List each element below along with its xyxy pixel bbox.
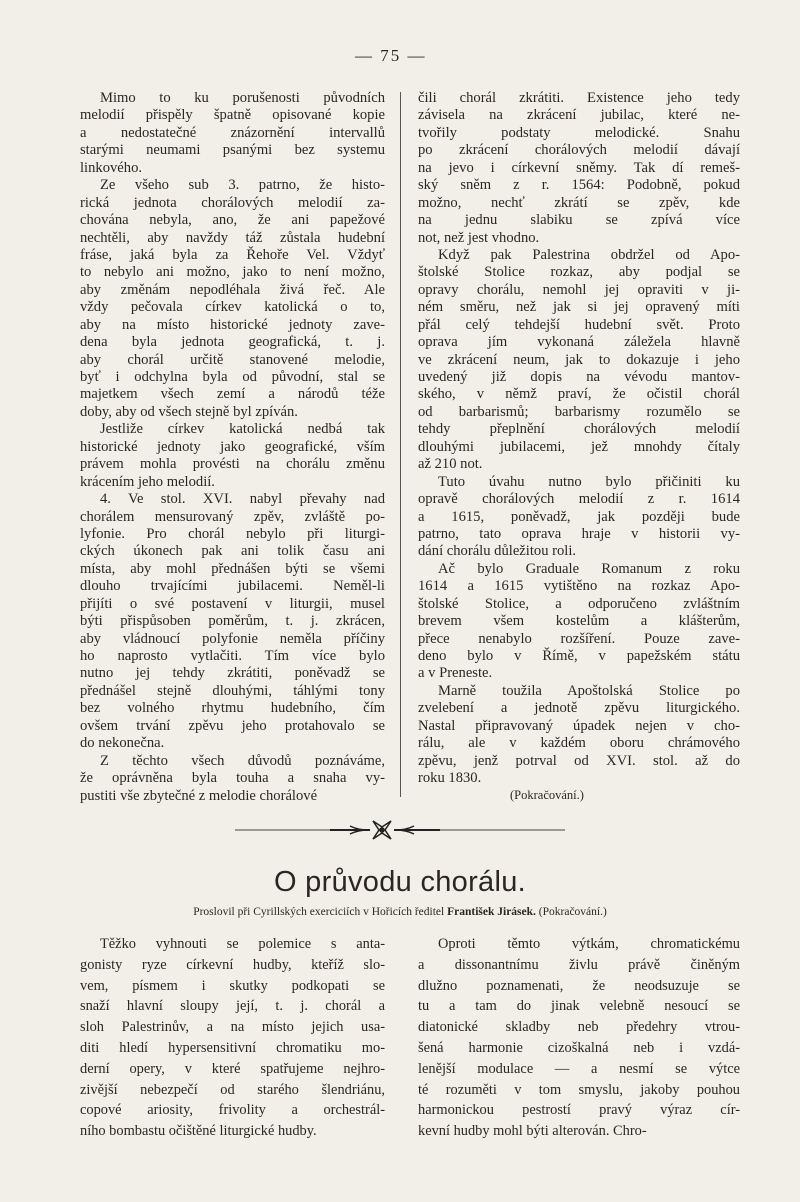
text-line: opravy chorálu, nemohl jej opraviti v ji- xyxy=(418,281,740,298)
text-line: dání chorálu důležitou roli. xyxy=(418,543,577,560)
text-line: chorálem mensurovaný zpěv, zvláště po- xyxy=(80,508,385,525)
text-line: do nekonečna. xyxy=(80,735,165,752)
text-line: zvelebení a jednotě zpěvu liturgického. xyxy=(418,700,740,717)
text-line: ovšem trvání zpěvu jeho protahovalo se xyxy=(80,717,385,734)
text-line: brevem všem kostelům a klášterům, xyxy=(418,613,740,630)
article-right-column xyxy=(418,934,740,1142)
text-line: býti přispůsoben poměrům, t. j. zkrácen, xyxy=(80,613,385,630)
text-line: diatonické skladby neb předehry vtrou- xyxy=(418,1019,740,1036)
text-line: až 210 not. xyxy=(418,456,483,473)
text-line: gonisty ryze církevní hudby, kteříž slo- xyxy=(80,956,385,973)
text-line: štolské Stolice rozkaz, aby podjal se xyxy=(418,264,740,281)
text-line: právem mohla provésti na chorálu změnu xyxy=(80,456,385,473)
text-line: aby vládnoucí polyfonie neměla příčiny xyxy=(80,630,385,647)
text-line: majetkem všech zemí a národů téže xyxy=(80,386,385,403)
text-line: fráse, jaká byla za Řehoře Vel. Vždyť xyxy=(80,246,385,263)
text-line: byť i odchylna byla od původní, stal se xyxy=(80,369,385,385)
text-line: rálu, ale v každém oboru chrámového xyxy=(418,735,740,752)
text-line: harmonickou pestrostí pravý výraz cír- xyxy=(418,1102,740,1119)
text-line: vem, písmem i skutky podkopati se xyxy=(80,977,385,994)
text-line: historické jednoty jako geografické, vším xyxy=(80,438,385,455)
text-line: linkového. xyxy=(80,159,143,176)
text-line: dena byla jednota geografická, t. j. xyxy=(80,334,385,351)
text-line: že oprávněna byla touha a snaha vy- xyxy=(80,770,385,787)
text-line: Marně toužila Apoštolská Stolice po xyxy=(438,682,740,699)
text-line: kevní hudby mohl býti alterován. Chro- xyxy=(418,1123,647,1140)
text-line: Když pak Palestrina obdržel od Apo- xyxy=(438,246,740,263)
text-line: Ač bylo Graduale Romanum z roku xyxy=(438,560,740,577)
text-line: ve zkrácení neum, jak to dokazuje i jeho xyxy=(418,351,740,368)
text-line: aby změnám nepodléhala živá řeč. Ale xyxy=(80,281,385,298)
text-line: po zkrácení chorálových melodií dávají xyxy=(418,142,740,159)
text-line: přál celý tehdejší hudební svět. Proto xyxy=(418,316,740,333)
text-line: ném směru, než jak si jej opravený míti xyxy=(418,299,740,316)
text-line: chována nebyla, ano, že ani papežové xyxy=(80,212,385,229)
text-line: dlouhými jubilacemi, jež mnohdy čítaly xyxy=(418,438,740,455)
text-line: dlouho trvajícími jubilacemi. Neměl-li xyxy=(80,578,385,595)
byline-prefix: Proslovil při Cyrillských exerciciích v Hořicích ředitel xyxy=(193,906,445,918)
text-line: to nebylo ani možno, jako to není možno, xyxy=(80,264,385,281)
text-line: lyfonie. Pro chorál nebylo při liturgi- xyxy=(80,525,385,542)
text-line: čili chorál zkrátiti. Existence jeho tedy xyxy=(418,90,740,106)
text-line: na jevo i církevní sněmy. Tak dí remeš- xyxy=(418,159,740,176)
text-line: Jestliže církev katolická nedbá tak xyxy=(100,421,385,438)
upper-right-column xyxy=(418,90,740,788)
text-line: Těžko vyhnouti se polemice s anta- xyxy=(100,936,385,952)
text-line: ského, v němž praví, že očistil chorál xyxy=(418,386,740,403)
text-line: sloh Palestrinův, a na místo jejich usa- xyxy=(80,1019,385,1036)
article-byline xyxy=(0,906,800,918)
continued-note: (Pokračování.) xyxy=(510,788,584,802)
text-line: od barbarismů; barbarismy rozumělo se xyxy=(418,403,740,420)
byline-suffix: (Pokračování.) xyxy=(538,906,607,918)
article-title: O průvodu chorálu. xyxy=(273,866,527,898)
text-line: derní opery, v které spatřujeme nejhro- xyxy=(80,1060,385,1077)
text-line: not, než jest vhodno. xyxy=(418,229,540,246)
text-line: tehdy přeplnění chorálových melodií xyxy=(418,421,740,438)
text-line: přednášel stejně dlouhými, táhlými tony xyxy=(80,682,385,699)
text-line: starými neumami psanými bez systemu xyxy=(80,142,385,159)
text-line: tvořily podstaty melodické. Snahu xyxy=(418,124,740,141)
text-line: lenější modulace — a nesmí se výtce xyxy=(418,1060,740,1077)
text-line: krácením jeho melodií. xyxy=(80,473,215,490)
text-line: snaží hlavní sloupy její, t. j. chorál a xyxy=(80,998,385,1015)
article-left-column xyxy=(80,934,385,1142)
text-line: rická jednota chorálových melodií za- xyxy=(80,194,385,211)
text-line: tu a tam do jinak velebně nesoucí se xyxy=(418,998,740,1015)
text-line: místa, aby mohl přednášen býti se všemi xyxy=(80,560,385,577)
text-line: nechtěli, aby navždy táž zůstala hudební xyxy=(80,229,385,246)
text-line: bez volného rhytmu hudebního, čím xyxy=(80,700,385,717)
text-line: ho naprosto vytlačiti. Tím více bylo xyxy=(80,648,385,664)
ornament-divider xyxy=(230,818,570,842)
text-line: diti hledí hypersensitivní chromatiku mo- xyxy=(80,1039,385,1056)
text-line: ský sněm z r. 1564: Podobně, pokud xyxy=(418,177,740,194)
text-line: vždy pečovala církev katolická o to, xyxy=(80,299,385,316)
byline-author: František Jirásek. xyxy=(447,906,536,918)
text-line: copové ariosity, frivolity a orchestrál- xyxy=(80,1102,385,1119)
text-line: roku 1830. xyxy=(418,770,482,787)
text-line: aby na místo historické jednoty zave- xyxy=(80,316,385,333)
text-line: a 1615, poněvadž, jak později bude xyxy=(418,508,740,525)
text-line: přijíti o své postavení v liturgii, musel xyxy=(80,595,385,612)
text-line: možno, nechť zkrátí se zpěv, kde xyxy=(418,194,740,211)
text-line: zpěvu, jenž potrval od XVI. stol. až do xyxy=(418,752,740,769)
text-line: a dissonantnímu živlu právě činěným xyxy=(418,956,740,973)
text-line: Z těchto všech důvodů poznáváme, xyxy=(100,752,385,769)
text-line: zivější nebezpečí od starého šlendriánu, xyxy=(80,1081,385,1098)
text-line: uvedený již dopis na vévodu mantov- xyxy=(418,369,740,385)
text-line: na jednu slabiku se zpívá více xyxy=(418,212,740,229)
text-line: a nedostatečné znázornění intervallů xyxy=(80,124,385,141)
text-line: Mimo to ku porušenosti původních xyxy=(100,90,385,106)
text-line: opravě chorálových melodií z r. 1614 xyxy=(418,491,740,508)
text-line: dlužno poznamenati, že neodsuzuje se xyxy=(418,977,740,994)
text-line: závisela na zkrácení jubilac, které ne- xyxy=(418,107,740,124)
text-line: Nastal připravovaný úpadek nejen v cho- xyxy=(418,717,740,734)
text-line: šená harmonie cizoškalná neb i vzdá- xyxy=(418,1039,740,1056)
text-line: ckých úkonech pak ani tolik času ani xyxy=(80,543,385,560)
text-line: ního bombastu očištěné liturgické hudby. xyxy=(80,1123,317,1140)
page-number: — 75 — xyxy=(355,46,427,65)
text-line: Tuto úvahu nutno bylo přičiniti ku xyxy=(438,473,740,490)
text-line: 4. Ve stol. XVI. nabyl převahy nad xyxy=(100,491,385,508)
text-line: nutno jej tehdy zkrátiti, poněvadž se xyxy=(80,665,385,682)
upper-left-column xyxy=(80,90,385,805)
text-line: té rozuměti v tom smyslu, jakoby pouhou xyxy=(418,1081,740,1098)
column-divider xyxy=(400,92,401,797)
text-line: Ze všeho sub 3. patrno, že histo- xyxy=(100,177,385,194)
text-line: patrno, tato oprava hraje v historii vy- xyxy=(418,525,740,542)
text-line: a v Preneste. xyxy=(418,665,493,682)
text-line: štolské Stolice, a odporučeno zvláštním xyxy=(418,595,740,612)
text-line: pustiti vše zbytečné z melodie chorálové xyxy=(80,787,318,804)
text-line: deno bylo v Římě, v papežském státu xyxy=(418,648,740,664)
text-line: Oproti těmto výtkám, chromatickému xyxy=(438,936,740,952)
text-line: 1614 a 1615 vytištěno na rozkaz Apo- xyxy=(418,578,740,595)
text-line: melodií přispěly špatně opisované kopie xyxy=(80,107,385,124)
text-line: přece nenabylo rozšíření. Pouze zave- xyxy=(418,630,740,647)
text-line: oprava jím vykonaná záležela hlavně xyxy=(418,334,740,351)
text-line: aby chorál určitě stanovené melodie, xyxy=(80,351,385,368)
text-line: doby, aby od všech stejně byl zpíván. xyxy=(80,403,298,420)
